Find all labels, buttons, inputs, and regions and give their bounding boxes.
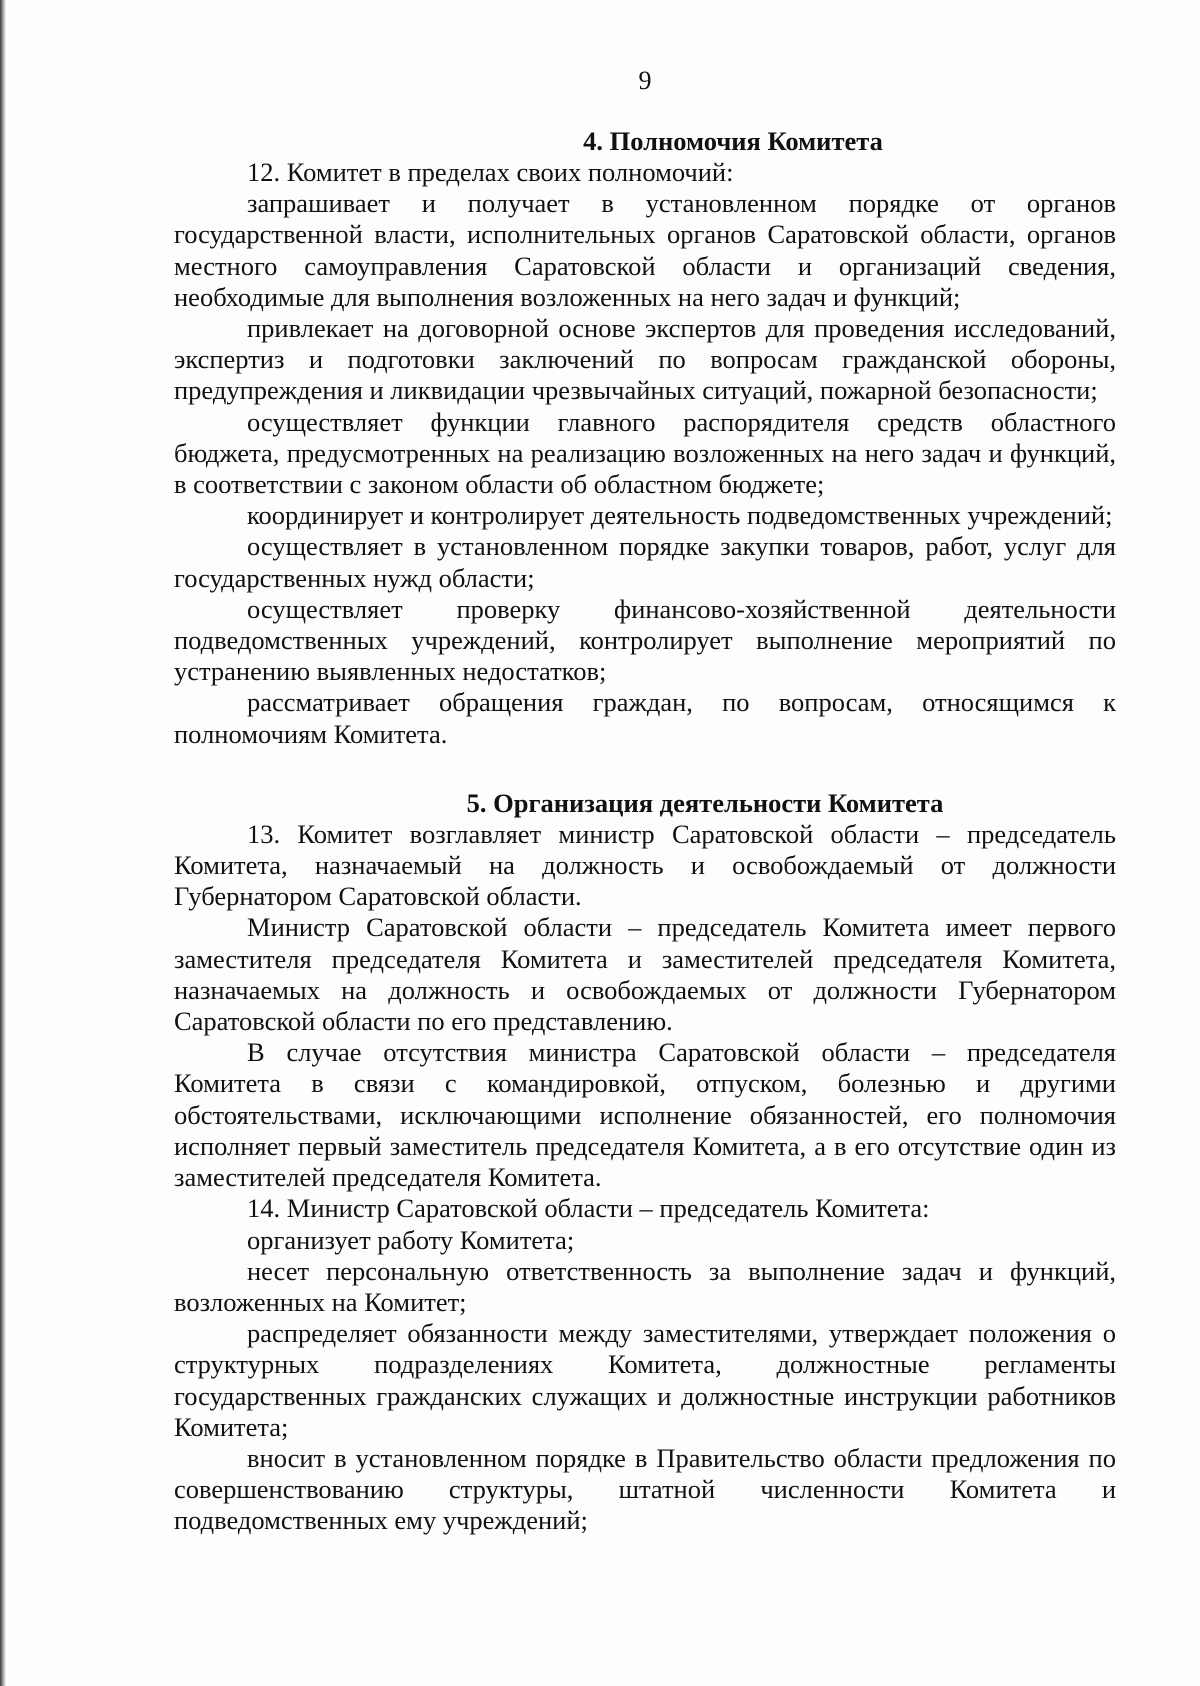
section-5-paragraph: В случае отсутствия министра Саратовской области – председателя Комитета в связи с командировкой, отпуском, болезнью и другими обстоятельствами, исключающими исполнение обязанностей, его полномочия исполняет первый заместитель председателя Комитета, а в его отсутствие один из заместителей председателя Комитета. [174,1037,1116,1193]
section-4-paragraph: осуществляет проверку финансово-хозяйственной деятельности подведомственных учреждений, контролирует выполнение мероприятий по устранению выявленных недостатков; [174,593,1116,687]
section-5-paragraph: организует работу Комитета; [247,1224,575,1255]
section-5-heading: 5. Организация деятельности Комитета [466,787,944,818]
section-5-paragraph: несет персональную ответственность за выполнение задач и функций, возложенных на Комитет; [174,1255,1116,1317]
section-4-paragraph: координирует и контролирует деятельность подведомственных учреждений; [247,500,1113,531]
section-4-paragraph: осуществляет в установленном порядке закупки товаров, работ, услуг для государственных нужд области; [174,531,1116,593]
section-4-paragraph: запрашивает и получает в установленном порядке от органов государственной власти, исполнительных органов Саратовской области, органов местного самоуправления Саратовской области и организаций сведения, необходимые для выполнения возложенных на него задач и функций; [174,188,1116,312]
section-4-heading: 4. Полномочия Комитета [583,126,883,156]
document-body [174,126,1116,1537]
section-5-paragraph: 14. Министр Саратовской области – председатель Комитета: [247,1193,930,1224]
section-4-paragraph: 12. Комитет в пределах своих полномочий: [247,157,734,187]
section-5-paragraph: Министр Саратовской области – председатель Комитета имеет первого заместителя председателя Комитета и заместителей председателя Комитета, назначаемых на должность и освобождаемых от должности Губернатором Саратовской области по его представлению. [174,912,1116,1037]
section-5-paragraph: вносит в установленном порядке в Правительство области предложения по совершенствованию структуры, штатной численности Комитета и подведомственных ему учреждений; [174,1442,1116,1536]
section-5-paragraph: распределяет обязанности между заместителями, утверждает положения о структурных подразделениях Комитета, должностные регламенты государственных гражданских служащих и должностные инструкции работников Комитета; [174,1318,1116,1442]
section-5-paragraph: 13. Комитет возглавляет министр Саратовской области – председатель Комитета, назначаемый на должность и освобождаемый от должности Губернатором Саратовской области. [174,818,1116,912]
page-number: 9 [638,66,652,95]
section-4-paragraph: осуществляет функции главного распорядителя средств областного бюджета, предусмотренных на реализацию возложенных на него задач и функций, в соответствии с законом области об областном бюджете; [174,406,1116,500]
section-4-paragraph: привлекает на договорной основе экспертов для проведения исследований, экспертиз и подготовки заключений по вопросам гражданской обороны, предупреждения и ликвидации чрезвычайных ситуаций, пожарной безопасности; [174,313,1116,406]
section-4-paragraph: рассматривает обращения граждан, по вопросам, относящимся к полномочиям Комитета. [174,687,1116,749]
scan-edge [0,0,6,1686]
